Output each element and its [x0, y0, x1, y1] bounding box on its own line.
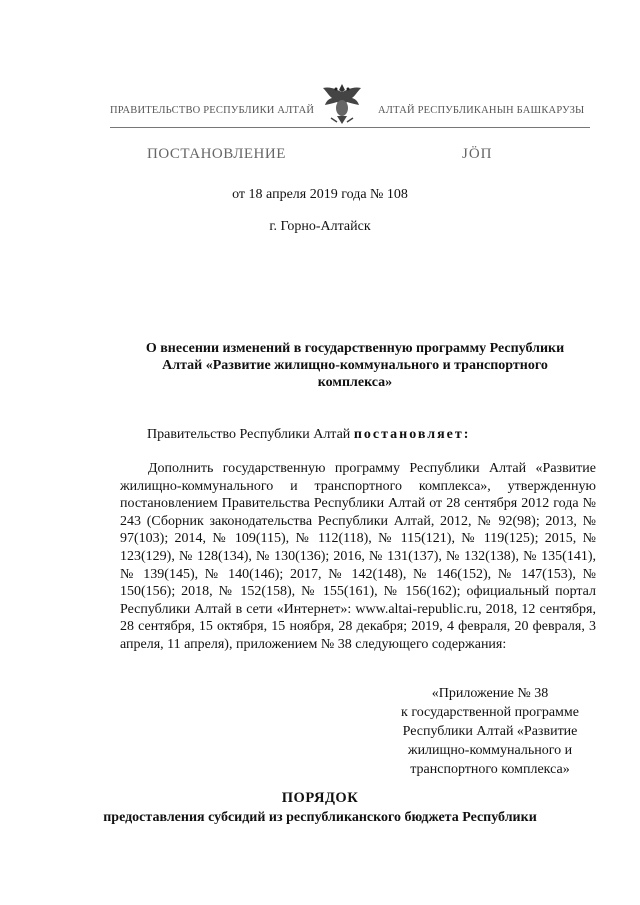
preamble-subject: Правительство Республики Алтай — [147, 427, 351, 442]
appendix-line: «Приложение № 38 — [431, 686, 549, 701]
document-type: ПОСТАНОВЛЕНИЕ — [147, 146, 286, 162]
title-line: О внесении изменений в государственную программу Республики — [145, 341, 565, 356]
letterhead-right-text: АЛТАЙ РЕСПУБЛИКАНЫН БАШКАРУЗЫ — [378, 105, 585, 116]
appendix-line: Республики Алтай «Развитие — [402, 724, 578, 739]
document-type-altai: ЈӦП — [462, 146, 493, 162]
resolution-preamble — [147, 427, 470, 443]
appendix-line: жилищно-коммунального и — [407, 743, 573, 758]
appendix-reference — [380, 684, 600, 779]
document-date: от 18 апреля 2019 года № 108 — [232, 187, 408, 202]
title-line: Алтай «Развитие жилищно-коммунального и транспортного — [162, 358, 548, 373]
document-city: г. Горно-Алтайск — [269, 219, 371, 234]
title-line: комплекса» — [317, 375, 393, 390]
letterhead-left-text: ПРАВИТЕЛЬСТВО РЕСПУБЛИКИ АЛТАЙ — [110, 105, 315, 116]
document-title — [118, 340, 592, 391]
header-divider — [110, 127, 590, 128]
order-heading: ПОРЯДОК — [281, 790, 359, 806]
letterhead — [100, 78, 600, 128]
order-subheading: предоставления субсидий из республиканского бюджета Республики — [103, 810, 537, 825]
appendix-line: к государственной программе — [401, 705, 579, 720]
eagle-emblem-icon — [317, 78, 367, 128]
appendix-line: транспортного комплекса» — [410, 762, 570, 777]
preamble-verb: постановляет: — [353, 427, 471, 442]
body-paragraph: Дополнить государственную программу Республики Алтай «Развитие жилищно-коммунального и транспортного комплекса», утвержденную постановлением Правительства Республики Алтай от 28 сентября 2012 года № 243 (Сборник законодательства Республики Алтай, 2012, № 92(98); 2013, № 97(103); 2014, № 109(115), № 112(118), № 115(121), № 119(125); 2015, № 123(129), № 128(134), № 130(136); 2016, № 131(137), № 132(138), № 135(141), № 139(145), № 140(146); 2017, № 142(148), № 146(152), № 147(153), № 150(156); 2018, № 152(158), № 155(161), № 156(162); официальный портал Республики Алтай в сети «Интернет»: www.altai-republic.ru, 2018, 12 сентября, 28 сентября, 15 октября, 15 ноября, 28 декабря; 2019, 4 февраля, 20 февраля, 3 апреля, 11 апреля), приложением № 38 следующего содержания: — [120, 461, 596, 652]
